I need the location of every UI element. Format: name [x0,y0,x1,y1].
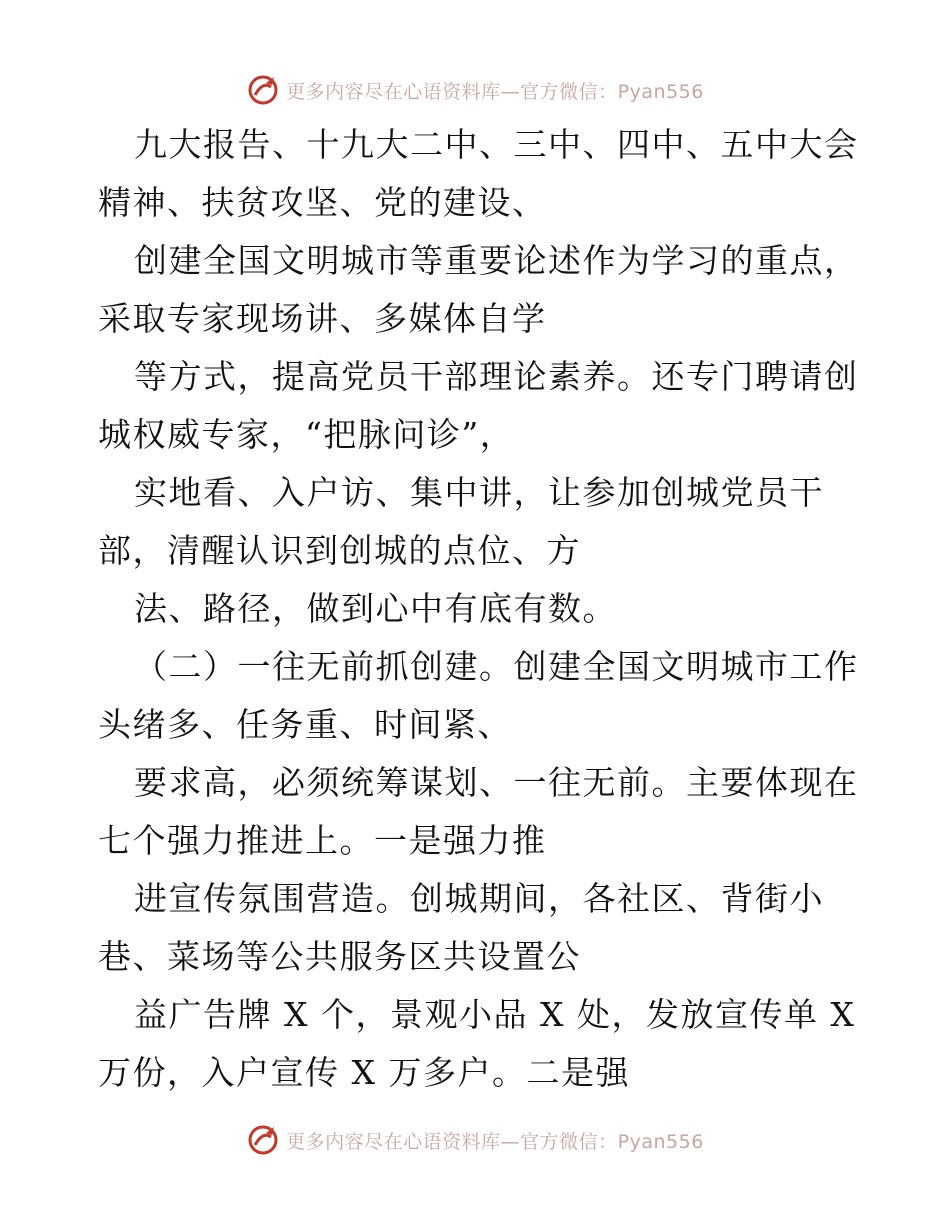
text-line: （二）一往无前抓创建。创建全国文明城市工作 [134,647,859,686]
text-line: 部，清醒认识到创城的点位、方 [98,531,581,570]
document-body [98,116,858,1102]
text-line: 采取专家现场讲、多媒体自学 [98,299,547,338]
text-line: 等方式，提高党员干部理论素养。还专门聘请创 [134,357,859,396]
text-line: 万份，入户宣传 X 万多户。二是强 [98,1053,630,1092]
text-line: 头绪多、任务重、时间紧、 [98,705,512,744]
watermark-logo-icon [246,1123,280,1157]
text-line: 精神、扶贫攻坚、党的建设、 [98,183,547,222]
text-line: 要求高，必须统筹谋划、一往无前。主要体现在 [134,763,859,802]
text-line: 九大报告、十九大二中、三中、四中、五中大会 [134,125,859,164]
watermark-text: 更多内容尽在心语资料库—官方微信：Pyan556 [286,80,704,103]
text-line: 法、路径，做到心中有底有数。 [134,589,617,628]
text-line: 进宣传氛围营造。创城期间，各社区、背街小 [134,879,824,918]
text-line: 城权威专家，“把脉问诊”， [98,415,515,454]
watermark-logo-icon [246,73,280,107]
text-line: 七个强力推进上。一是强力推 [98,821,547,860]
text-line: 巷、菜场等公共服务区共设置公 [98,937,581,976]
text-line: 实地看、入户访、集中讲，让参加创城党员干 [134,473,824,512]
text-line: 创建全国文明城市等重要论述作为学习的重点， [134,241,859,280]
footer-watermark [0,1120,950,1160]
text-line: 益广告牌 X 个，景观小品 X 处，发放宣传单 X [134,995,856,1034]
header-watermark [0,70,950,110]
watermark-text: 更多内容尽在心语资料库—官方微信：Pyan556 [286,1130,704,1153]
